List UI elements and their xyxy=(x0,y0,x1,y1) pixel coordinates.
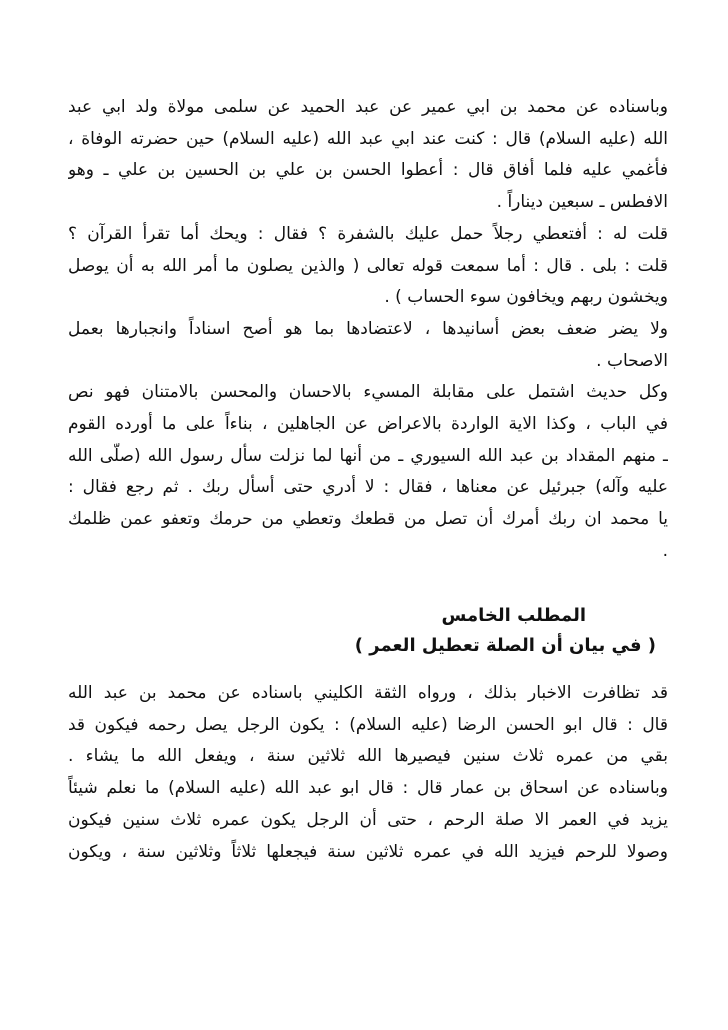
narration-block xyxy=(68,92,668,568)
text-line: يزيد في العمر الا صلة الرحم ، حتى أن الرجل يكون عمره ثلاث سنين فيكون xyxy=(68,809,668,830)
text-line: ويخشون ربهم ويخافون سوء الحساب ) . xyxy=(384,287,668,308)
text-line: وباسناده عن محمد بن ابي عمير عن عبد الحميد عن سلمى مولاة ولد ابي عبد xyxy=(68,97,668,117)
text-line: وكل حديث اشتمل على مقابلة المسيء بالاحسان والمحسن بالامتنان فهو نص xyxy=(68,382,668,403)
text-line: يا محمد ان ربك أمرك أن تصل من قطعك وتعطي من حرمك وتعفو عمن ظلمك xyxy=(68,509,668,530)
text-line: ـ منهم المقداد بن عبد الله السيوري ـ من أنها لما نزلت سأل رسول الله (صلّى الله xyxy=(68,445,668,466)
text-line: بقي من عمره ثلاث سنين فيصيرها الله ثلاثين سنة ، ويفعل الله ما يشاء . xyxy=(68,746,668,767)
text-line: قلت له : أفتعطي رجلاً حمل عليك بالشفرة ؟ فقال : ويحك أما تقرأ القرآن ؟ xyxy=(68,223,668,244)
text-line: الافطس ـ سبعين ديناراً . xyxy=(496,192,668,213)
text-line: الله (عليه السلام) قال : كنت عند ابي عبد الله (عليه السلام) حين حضرته الوفاة ، xyxy=(68,128,668,149)
section-subtitle: ( في بيان أن الصلة تعطيل العمر ) xyxy=(354,635,656,656)
section-title: المطلب الخامس xyxy=(441,605,586,626)
text-line: في الباب ، وكذا الاية الواردة بالاعراض عن الجاهلين ، بناءاً على ما أورده القوم xyxy=(68,414,668,435)
text-line: قد تظافرت الاخبار بذلك ، ورواه الثقة الكليني باسناده عن محمد بن عبد الله xyxy=(68,683,668,703)
text-line: قلت : بلى . قال : أما سمعت قوله تعالى ( والذين يصلون ما أمر الله به أن يوصل xyxy=(68,255,668,276)
text-line: ولا يضر ضعف بعض أسانيدها ، لاعتضادها بما هو أصح اسناداً وانجبارها بعمل xyxy=(68,318,668,339)
text-line: وباسناده عن اسحاق بن عمار قال : قال ابو عبد الله (عليه السلام) ما نعلم شيئاً xyxy=(68,778,668,799)
section-body xyxy=(68,678,668,868)
text-line: الاصحاب . xyxy=(596,350,668,371)
text-line: فأغمي عليه فلما أفاق قال : أعطوا الحسن بن علي بن الحسين بن علي ـ وهو xyxy=(68,160,668,181)
text-line: قال : قال ابو الحسن الرضا (عليه السلام) : يكون الرجل يصل رحمه فيكون قد xyxy=(68,714,668,735)
text-line: عليه وآله) جبرئيل عن معناها ، فقال : لا أدري حتى أسأل ربك . ثم رجع فقال : xyxy=(68,477,668,498)
text-line: وصولا للرحم فيزيد الله في عمره ثلاثين سنة فيجعلها ثلاثاً وثلاثين سنة ، ويكون xyxy=(68,841,668,862)
text-line: . xyxy=(662,540,668,561)
